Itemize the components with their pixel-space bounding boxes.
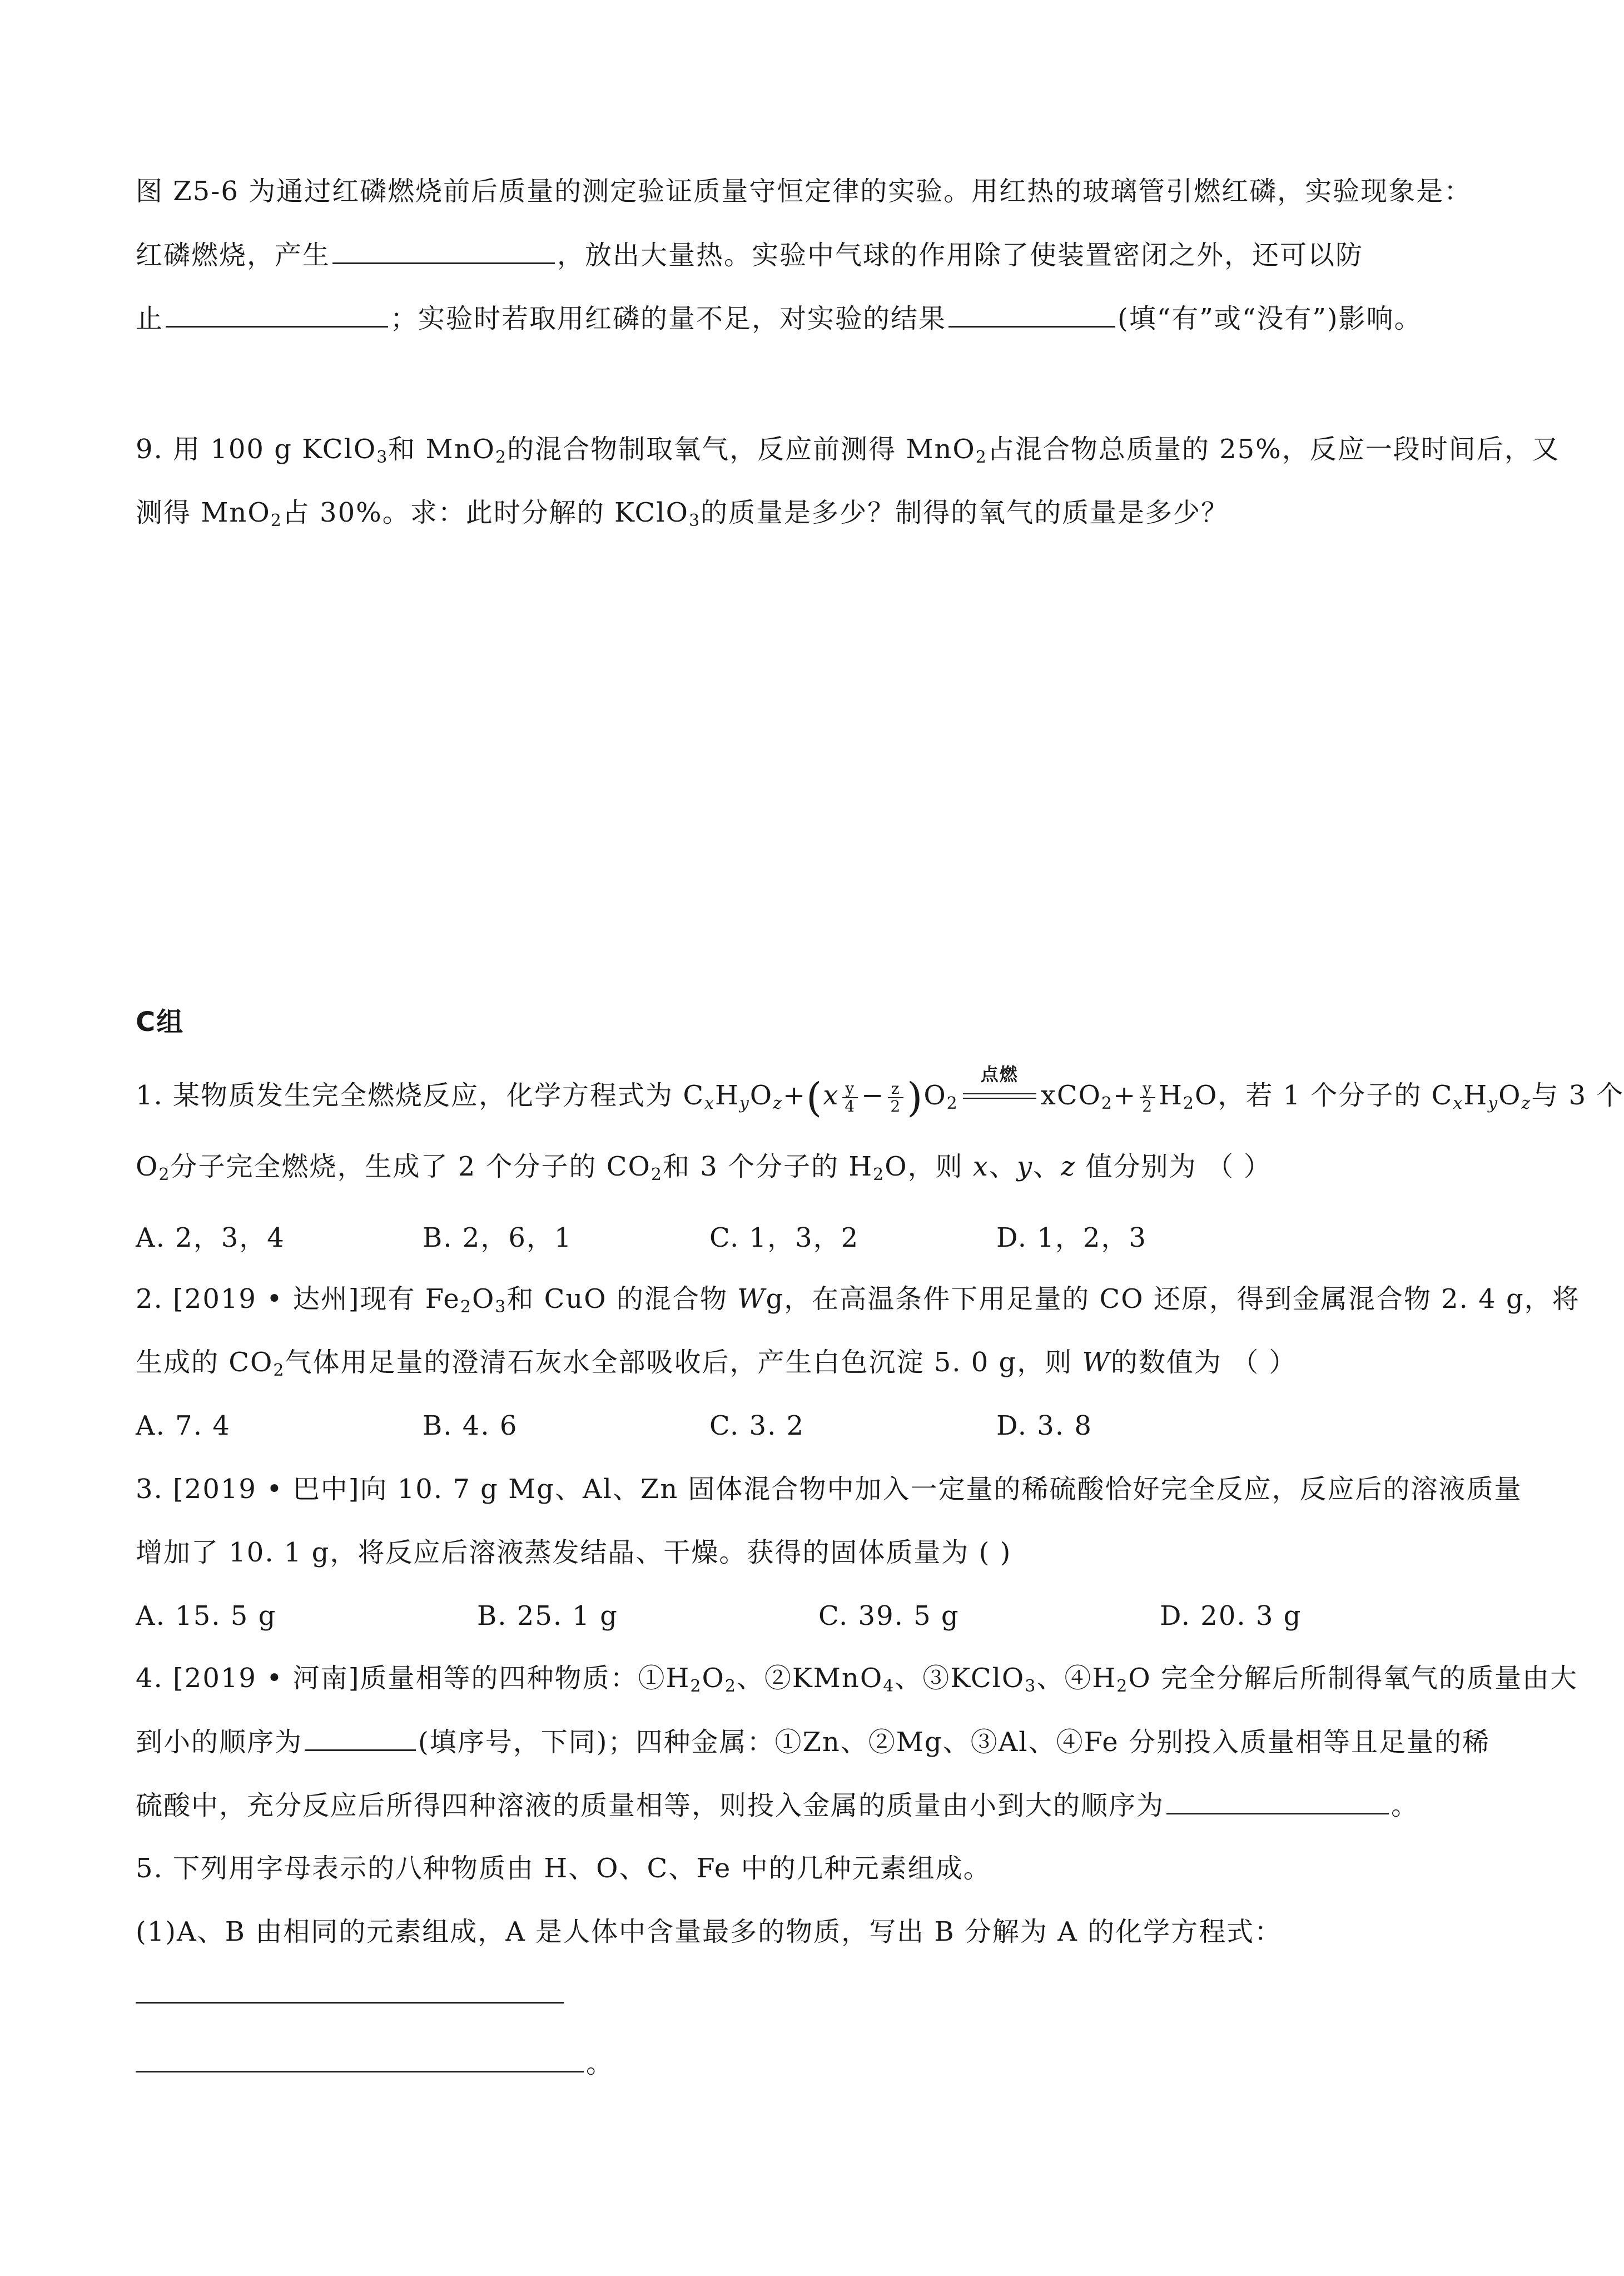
fraction: $\frac{y}{4}$	[842, 1080, 858, 1115]
option-d[interactable]: D. 1，2，3	[996, 1222, 1147, 1253]
question-9-line-2: 测得 MnO$_2$占 30%。求：此时分解的 KClO$_3$的质量是多少？制得的氧气的质量是多少？	[136, 497, 1229, 530]
answer-blank[interactable]	[166, 301, 388, 328]
answer-blank[interactable]	[948, 301, 1115, 328]
question-c3-line-2: 增加了 10. 1 g，将反应后溶液蒸发结晶、干燥。获得的固体质量为 ( )	[136, 1537, 1012, 1568]
answer-blank[interactable]	[332, 238, 555, 264]
option-b[interactable]: B. 25. 1 g	[477, 1600, 618, 1632]
option-c[interactable]: C. 1，3，2	[709, 1222, 860, 1253]
option-a[interactable]: A. 15. 5 g	[136, 1600, 277, 1632]
question-c3-options	[136, 1599, 1302, 1633]
question-9-line-1: 9. 用 100 g KClO$_3$和 MnO$_2$的混合物制取氧气，反应前测得 MnO$_2$占混合物总质量的 25%，反应一段时间后，又	[136, 434, 1560, 467]
fraction: $\frac{z}{2}$	[888, 1080, 903, 1115]
option-d[interactable]: D. 3. 8	[996, 1410, 1092, 1441]
option-d[interactable]: D. 20. 3 g	[1160, 1600, 1302, 1632]
paragraph-line-3	[136, 301, 1422, 335]
question-c1-options	[136, 1221, 1147, 1254]
question-c4-line-1: 4. [2019 • 河南]质量相等的四种物质：$①H_2O_2$、②KMnO$_4$、③KClO$_3$、$④H_2O$ 完全分解后所制得氧气的质量由大	[136, 1663, 1578, 1696]
question-c4-line-3: 硫酸中，充分反应后所得四种溶液的质量相等，则投入金属的质量由小到大的顺序为 。	[136, 1788, 1419, 1822]
paragraph-line-1	[136, 175, 1472, 208]
text: ；实验时若取用红磷的量不足，对实验的结果	[390, 303, 947, 334]
section-heading: C组	[136, 1006, 185, 1038]
reaction-condition: 点燃	[961, 1081, 1039, 1114]
question-c5-line-2: (1)A、B 由相同的元素组成，A 是人体中含量最多的物质，写出 B 分解为 A 的化学方程式：	[136, 1916, 1283, 1947]
paragraph-line-2	[136, 238, 1363, 272]
question-c4-line-2: 到小的顺序为 (填序号，下同)；四种金属：①Zn、②Mg、③Al、④Fe 分别投入质量相等且足量的稀	[136, 1725, 1490, 1759]
text: 止	[136, 303, 164, 334]
question-c1-line-1: 1. 某物质发生完全燃烧反应，化学方程式为 $C_xH_yO_z+(x$ $\frac{y}{4}$ − $\frac{z}{2}$ )$O_2$ 点燃 xCO$_2$+ $\frac{y}{2}$ $H_2O$，若 1 个分子的 $C_xH_yO_z$与 3 个	[136, 1063, 1624, 1121]
option-b[interactable]: B. 2，6，1	[423, 1222, 573, 1253]
option-b[interactable]: B. 4. 6	[423, 1410, 518, 1441]
answer-line[interactable]	[136, 2002, 564, 2004]
question-c5-line-4: 。	[136, 2046, 614, 2080]
answer-blank[interactable]	[305, 1725, 416, 1751]
question-c5-line-1: 5. 下列用字母表示的八种物质由 H、O、C、Fe 中的几种元素组成。	[136, 1853, 991, 1884]
option-a[interactable]: A. 7. 4	[136, 1410, 231, 1441]
text: (填“有”或“没有”)影响。	[1118, 303, 1422, 334]
text: 图 Z5-6 为通过红磷燃烧前后质量的测定验证质量守恒定律的实验。用红热的玻璃管引燃红磷，实验现象是：	[136, 176, 1472, 207]
answer-blank[interactable]	[136, 2046, 584, 2072]
question-c3-line-1: 3. [2019 • 巴中]向 10. 7 g Mg、Al、Zn 固体混合物中加入一定量的稀硫酸恰好完全反应，反应后的溶液质量	[136, 1474, 1522, 1505]
question-c2-line-1: 2. [2019 • 达州]现有 $Fe_2O_3$和 CuO 的混合物 Wg，在高温条件下用足量的 CO 还原，得到金属混合物 2. 4 g，将	[136, 1283, 1580, 1317]
fraction: $\frac{y}{2}$	[1140, 1080, 1155, 1115]
text: 红磷燃烧，产生	[136, 240, 331, 271]
option-a[interactable]: A. 2，3，4	[136, 1222, 285, 1253]
question-c2-options	[136, 1409, 1092, 1442]
question-c1-line-2: $O_2$分子完全燃烧，生成了 2 个分子的 $CO_2$和 3 个分子的 $H_2O$，则 x、y、z 值分别为 （ ）	[136, 1151, 1272, 1184]
text: ，放出大量热。实验中气球的作用除了使装置密闭之外，还可以防	[557, 240, 1364, 271]
question-c2-line-2: 生成的 $CO_2$气体用足量的澄清石灰水全部吸收后，产生白色沉淀 5. 0 g，则 W的数值为 （ ）	[136, 1347, 1297, 1380]
option-c[interactable]: C. 3. 2	[709, 1410, 805, 1441]
answer-blank[interactable]	[1166, 1788, 1389, 1814]
option-c[interactable]: C. 39. 5 g	[818, 1600, 960, 1632]
